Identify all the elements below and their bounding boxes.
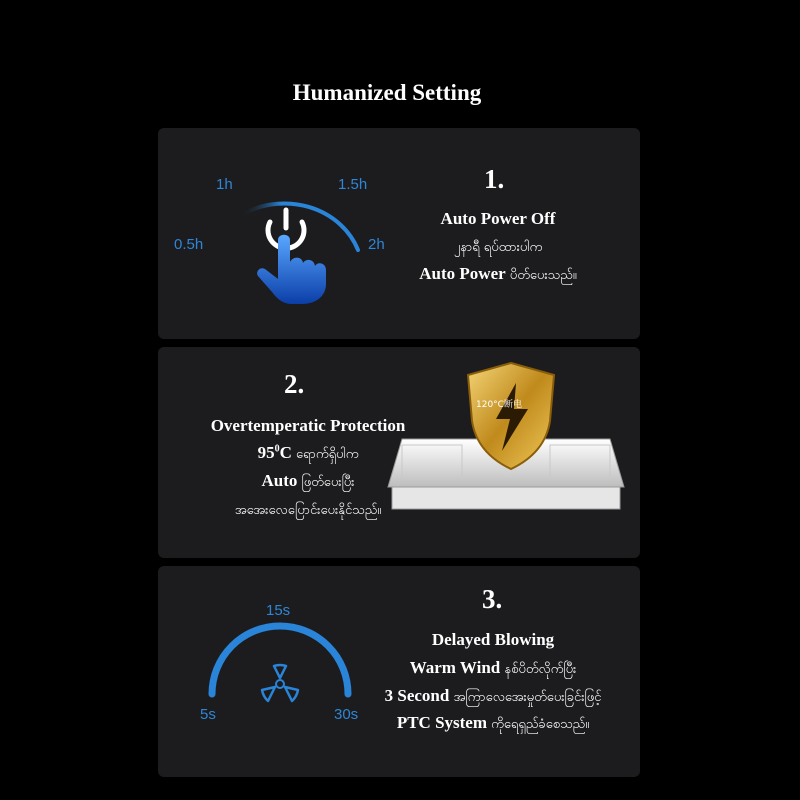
page-title: Humanized Setting bbox=[292, 80, 482, 105]
tick-label-15s: 15s bbox=[266, 602, 291, 619]
power-off-condition bbox=[378, 236, 618, 258]
power-off-condition-text: ၂နာရီ ရပ်ထားပါက bbox=[453, 240, 543, 255]
ptc-system-life bbox=[348, 713, 638, 735]
fan-icon bbox=[256, 660, 304, 708]
auto-cutoff-my: ဖြတ်ပေးပြီး bbox=[297, 475, 355, 490]
auto-power-off-card bbox=[158, 128, 640, 339]
temperature-unit: C bbox=[279, 443, 292, 462]
lightning-shield-icon bbox=[466, 361, 556, 471]
step-number-2: 2. bbox=[284, 369, 305, 399]
temperature-condition bbox=[168, 443, 448, 465]
warm-wind-off bbox=[348, 658, 638, 680]
auto-cutoff-en: Auto bbox=[261, 471, 298, 490]
temperature-condition-text: ရောက်ရှိပါက bbox=[291, 447, 359, 462]
cool-air-switch-text: အအေးလေပြောင်းပေးနိုင်သည်။ bbox=[234, 503, 382, 518]
tick-label-1-5h: 1.5h bbox=[338, 176, 368, 193]
three-second-delay-my: အကြာလေအေးမှုတ်ပေးခြင်းဖြင့် bbox=[449, 690, 602, 705]
tick-label-30s: 30s bbox=[334, 706, 359, 723]
power-off-action-my: ပိတ်ပေးသည်။ bbox=[505, 268, 577, 283]
ptc-system-life-en: PTC System bbox=[396, 713, 488, 732]
auto-cutoff bbox=[168, 471, 448, 493]
three-second-delay-en: 3 Second bbox=[384, 686, 450, 705]
ptc-system-life-my: ကိုရေရှည်ခံစေသည်။ bbox=[487, 717, 590, 732]
overtemperature-card bbox=[158, 347, 640, 558]
power-off-action-en: Auto Power bbox=[419, 264, 506, 283]
power-touch-icon bbox=[250, 206, 350, 306]
heading-overtemperature: Overtemperatic Protection bbox=[210, 416, 406, 435]
warm-wind-off-en: Warm Wind bbox=[409, 658, 501, 677]
tick-label-5s: 5s bbox=[200, 706, 216, 723]
temperature-sup: 0 bbox=[274, 443, 280, 455]
temperature-value: 95 bbox=[257, 443, 275, 462]
timer-arc bbox=[158, 128, 640, 339]
heading-auto-power-off: Auto Power Off bbox=[440, 209, 556, 228]
heading-delayed-blowing: Delayed Blowing bbox=[431, 630, 555, 649]
shield-label: 120°C断电 bbox=[476, 400, 522, 410]
power-off-action bbox=[378, 264, 618, 286]
tick-label-0-5h: 0.5h bbox=[174, 236, 204, 253]
three-second-delay bbox=[348, 686, 638, 708]
cool-air-switch bbox=[168, 499, 448, 521]
tick-label-2h: 2h bbox=[368, 236, 385, 253]
tick-label-1h: 1h bbox=[216, 176, 233, 193]
step-number-3: 3. bbox=[482, 584, 503, 614]
warm-wind-off-my: နစ်ပိတ်လိုက်ပြီး bbox=[500, 662, 577, 677]
step-number-1: 1. bbox=[484, 164, 505, 194]
delayed-blowing-card bbox=[158, 566, 640, 777]
